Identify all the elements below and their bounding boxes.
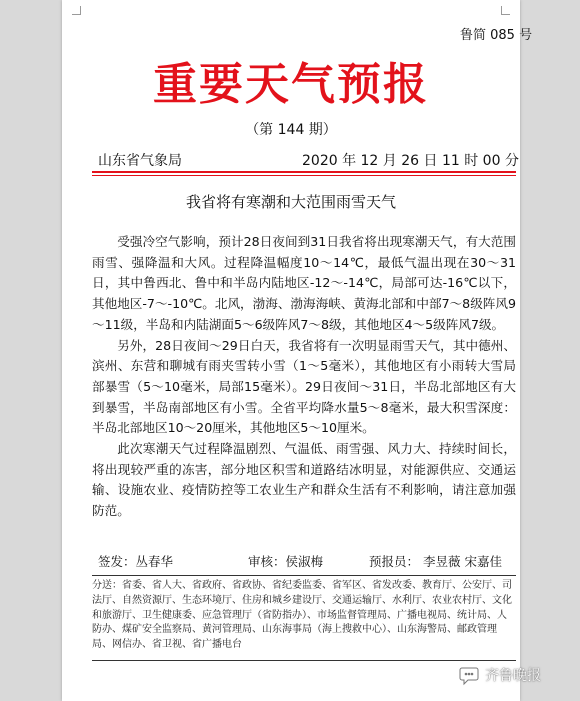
forecast-body [92,232,516,522]
paragraph: 另外，28日夜间～29日白天，我省将有一次明显雨雪天气，其中德州、滨州、东营和聊城有雨夹雪转小雪（1～5毫米），其他地区有小雨转大雪局部暴雪（5～10毫米，局部15毫米）。29日夜间～31日，半岛北部地区有大到暴雪，半岛南部地区有小雪。全省平均降水量5～8毫米，最大积雪深度：半岛北部地区10～20厘米，其他地区5～10厘米。 [92,337,516,436]
issue-number: （第 144 期） [245,122,337,138]
headline: 我省将有寒潮和大范围雨雪天气 [185,193,396,211]
serial-number: 鲁简 085 号 [460,28,533,43]
issuing-bureau: 山东省气象局 [98,153,182,169]
crop-mark-top-right [501,6,510,15]
document-title: 重要天气预报 [153,59,429,110]
distribution-rule-bottom [92,660,516,661]
issue-datetime: 2020 年 12 月 26 日 11 时 00 分 [302,153,519,169]
document-page [62,0,533,701]
watermark [458,664,541,686]
watermark-text: 齐鲁晚报 [485,668,541,684]
forecasters: 预报员： 李昱薇 宋嘉佳 [369,554,502,569]
red-rule-thin [92,175,516,176]
signed-by: 签发：丛春华 [98,554,174,569]
paragraph: 受强冷空气影响，预计28日夜间到31日我省将出现寒潮天气，有大范围雨雪、强降温和大风。过程降温幅度10～14℃，最低气温出现在30～31日，其中鲁西北、鲁中和半岛内陆地区-12～-14℃，局部可达-16℃以下，其他地区-7～-10℃。北风，渤海、渤海海峡、黄海北部和中部7～8级阵风9～11级，半岛和内陆湖面5～6级阵风7～8级，其他地区4～5级阵风7级。 [92,234,516,332]
reviewed-by: 审核：侯淑梅 [248,554,324,569]
distribution-rule-top [92,575,516,576]
chat-bubble-icon [458,664,480,686]
red-rule-thick [92,171,516,173]
paragraph: 此次寒潮天气过程降温剧烈、气温低、雨雪强、风力大、持续时间长，将出现较严重的冻害，部分地区积雪和道路结冰明显，对能源供应、交通运输、设施农业、疫情防控等工农业生产和群众生活有不利影响，请注意加强防范。 [92,441,516,519]
distribution-list: 分送：省委、省人大、省政府、省政协、省纪委监委、省军区、省发改委、教育厅、公安厅、司法厅、自然资源厅、生态环境厅、住房和城乡建设厅、交通运输厅、水利厅、农业农村厅、文化和旅游厅、卫生健康委、应急管理厅（省防指办）、市场监督管理局、广播电视局、统计局、人防办、煤矿安全监察局、黄河管理局、山东海事局（海上搜救中心）、山东海警局、邮政管理局、网信办、省卫视、省广播电台 [92,580,512,651]
crop-mark-top-left [72,6,81,15]
